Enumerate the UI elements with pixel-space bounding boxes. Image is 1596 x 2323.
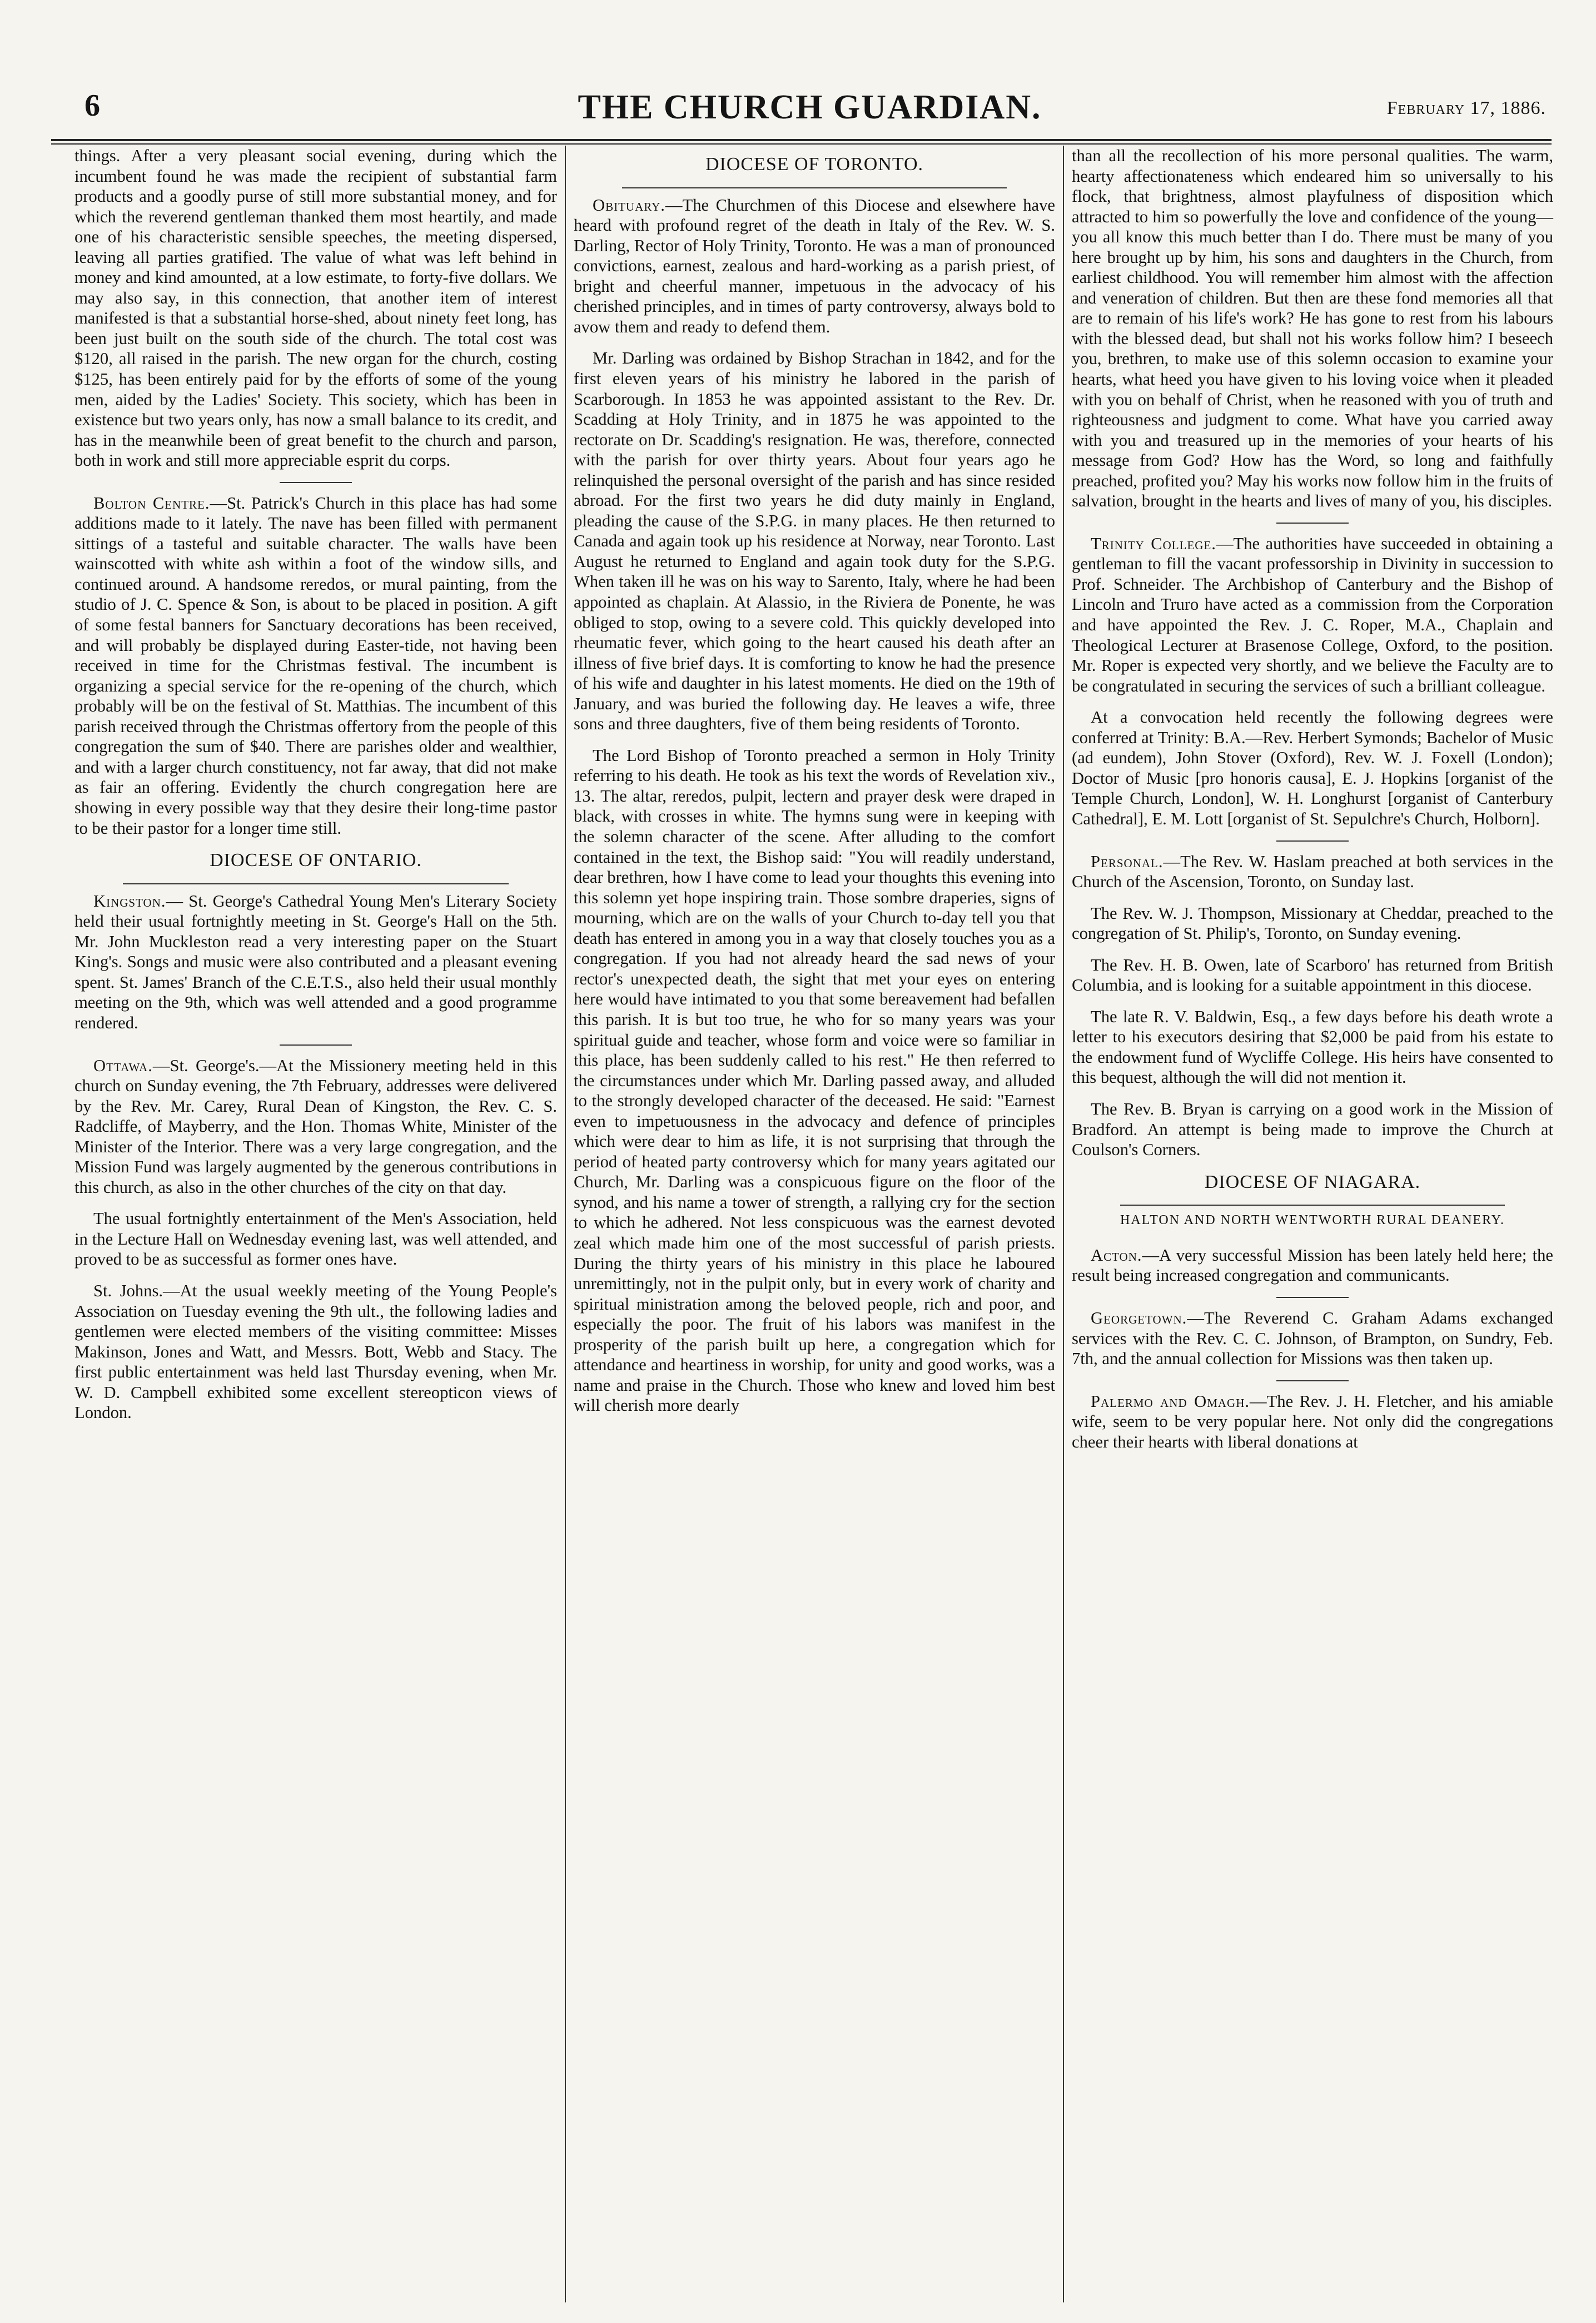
separator <box>280 482 352 483</box>
article-text: —The Reverend C. Graham Adams exchanged services with the Rev. C. C. Johnson, of Brampton, on Sundry, Feb. 7th, and the annual collection for Missions was then taken up. <box>1072 1309 1553 1369</box>
article-text: — St. George's Cathedral Young Men's Literary Society held their usual fortnightly meeting in St. George's Hall on the 5th. Mr. John Muckleston read a very interesting paper on the Stuart King's. Songs and music were also contributed and a pleasant evening spent. St. James' Branch of the C.E.T.S., also held their usual monthly meeting on the 9th, which was well attended and a good programme rendered. <box>74 891 557 1032</box>
article-paragraph: Mr. Darling was ordained by Bishop Strachan in 1842, and for the first eleven years of his ministry he labored in the parish of Scarborough. In 1853 he was appointed assistant to the Rev. Dr. Scadding at Holy Trinity, and in 1875 he was appointed to the rectorate on Dr. Scadding's resignation. He was, therefore, connected with the parish for over thirty years. About four years ago he relinquished the personal oversight of the parish and has since resided abroad. For the first two years he did duty mainly in England, pleading the cause of the S.P.G. in many places. He then returned to Canada and again took up his residence at Norway, near Toronto. Last August he returned to England and again took duty for the S.P.G. When taken ill he was on his way to Sarento, Italy, where he had been appointed as chaplain. At Alassio, in the Riviera de Ponente, he was obliged to stop, owing to a severe cold. This quickly developed into rheumatic fever, which going to the heart caused his death after an illness of five brief days. It is comforting to know he had the presence of his wife and daughter in his latest moments. He died on the 19th of January, and was buried the following day. He leaves a wife, three sons and three daughters, five of them being residents of Toronto. <box>574 349 1055 734</box>
masthead <box>51 88 1568 138</box>
separator <box>1276 840 1349 842</box>
masthead-rule-thin <box>51 143 1552 145</box>
article-lead: Ottawa. <box>93 1056 153 1075</box>
article-paragraph <box>1072 1245 1553 1286</box>
article-text: —The Rev. J. H. Fletcher, and his amiable wife, seem to be very popular here. Not only did the congregations cheer their hearts with liberal donations at <box>1072 1391 1553 1451</box>
article-paragraph <box>74 891 557 1033</box>
article-paragraph <box>74 1056 557 1198</box>
article-paragraph: The Rev. B. Bryan is carrying on a good work in the Mission of Bradford. An attempt is being made to improve the Church at Coulson's Corners. <box>1072 1099 1553 1160</box>
article-paragraph: At a convocation held recently the following degrees were conferred at Trinity: B.A.—Rev. Herbert Symonds; Bachelor of Music (ad eundem), John Stover (Oxford), Rev. W. J. Foxell (London); Doctor of Music [pro honoris causa], E. J. Hopkins [organist of the Temple Church, London], W. H. Longhurst [organist of Canterbury Cathedral], E. M. Lott [organist of St. Sepulchre's Church, Holborn]. <box>1072 708 1553 828</box>
article-text: —The authorities have succeeded in obtaining a gentleman to fill the vacant professorship in Divinity in succession to Prof. Schneider. The Archbishop of Canterbury and the Bishop of Lincoln and Truro have acted as a commission from the Corporation and have appointed the Rev. J. C. Roper, M.A., Chaplain and Theological Lecturer at Brasenose College, Oxford, to the position. Mr. Roper is expected very shortly, and we believe the Faculty are to be congratulated in securing the services of such a brilliant colleague. <box>1072 534 1553 695</box>
deanery-subheading: HALTON AND NORTH WENTWORTH RURAL DEANERY. <box>1120 1213 1505 1228</box>
article-text: —St. Patrick's Church in this place has had some additions made to it lately. The nave has been filled with permanent sittings of a tasteful and suitable character. The walls have been wainscotted with white ash within a foot of the window sills, and continued around. A handsome reredos, or mural painting, from the studio of J. C. Spence & Son, is about to be placed in position. A gift of some festal banners for Sanctuary decorations has been received, and will probably be displayed during Easter-tide, not having been received in time for the Christmas festival. The incumbent is organizing a special service for the re-opening of the church, which probably will be on the festival of St. Matthias. The incumbent of this parish received through the Christmas offertory from the people of this congregation the sum of $40. There are parishes older and wealthier, and with a larger church constituency, not far away, that did not make as fair an offering. Evidently the church congregation here are showing in every possible way that they desire their long-time pastor to be their pastor for a longer time still. <box>74 493 557 838</box>
article-text: —The Rev. W. Haslam preached at both services in the Church of the Ascension, Toronto, on Sunday last. <box>1072 852 1553 892</box>
article-lead: Personal. <box>1091 852 1164 871</box>
article-lead: Acton. <box>1091 1245 1142 1265</box>
article-paragraph <box>1072 1391 1553 1453</box>
section-heading-toronto: DIOCESE OF TORONTO. <box>705 154 924 175</box>
separator <box>280 1044 352 1046</box>
page-number: 6 <box>84 88 100 123</box>
heading-rule <box>622 187 1007 188</box>
article-lead: Obituary. <box>593 195 665 215</box>
heading-rule <box>123 883 509 884</box>
article-lead: Kingston. <box>93 891 166 911</box>
article-lead: Trinity College. <box>1091 534 1216 553</box>
article-text: —St. George's.—At the Missionery meeting held in this church on Sunday evening, the 7th February, addresses were delivered by the Rev. Mr. Carey, Rural Dean of Kingston, the Rev. C. S. Radcliffe, of Mayberry, and the Hon. Thomas White, Minister of the Minister of the Interior. There was a very large congregation, and the Mission Fund was largely augmented by the generous contributions in this church, as also in the other churches of the city on that day. <box>74 1056 557 1197</box>
masthead-rule <box>51 139 1552 141</box>
article-text: —A very successful Mission has been lately held here; the result being increased congregation and communicants. <box>1072 1245 1553 1285</box>
separator <box>1276 1297 1349 1298</box>
article-lead: Georgetown. <box>1091 1309 1187 1327</box>
article-paragraph: The Lord Bishop of Toronto preached a sermon in Holy Trinity referring to his death. He took as his text the words of Revelation xiv., 13. The altar, reredos, pulpit, lectern and prayer desk were draped in black, with crosses in white. The hymns sung were in keeping with the solemn character of the scene. After alluding to the comfort contained in the text, the Bishop said: "You will readily understand, dear brethren, how I have come to lead your thoughts this evening into this solemn yet hope inspiring train. Those sombre draperies, signs of mourning, which are on the walls of your Church to-day tell you that death has entered in among you in a way that closely touches you as a congregation. If you had not already heard the sad news of your rector's unexpected death, the sight that met your eyes on entering here would have intimated to you that some bereavement had befallen this parish. It is but too true, he who for so many years was your spiritual guide and teacher, whose form and voice were so familiar in this place, has been suddenly called to his rest." He then referred to the circumstances under which Mr. Darling passed away, and alluded to the strongly developed character of the deceased. He said: "Earnest even to impetuousness in the advocacy and defence of principles which were dear to him as life, it is not surprising that through the period of heated party controversy which for many years agitated our Church, Mr. Darling was a conspicuous figure on the floor of the synod, and his name a tower of strength, a rallying cry for the section to which he adhered. Not less conspicuous was the earnest devoted zeal which made him one of the most successful of parish priests. During the thirty years of his ministry in this place he laboured unremittingly, not in the pulpit only, but in every work of charity and spiritual ministration among the beloved people, rich and poor, and especially the poor. The fruit of his labors was manifest in the prosperity of the parish built up here, a congregation which for attendance and heartiness in worship, for unity and good works, was a name and praise in the Church. Those who knew and loved him best will cherish more dearly <box>574 745 1055 1415</box>
heading-rule <box>1120 1205 1505 1206</box>
article-paragraph: The Rev. W. J. Thompson, Missionary at Cheddar, preached to the congregation of St. Philip's, Toronto, on Sunday evening. <box>1072 903 1553 943</box>
article-paragraph <box>1072 852 1553 892</box>
article-lead: Bolton Centre. <box>93 493 210 513</box>
article-paragraph: The usual fortnightly entertainment of the Men's Association, held in the Lecture Hall on Wednesday evening last, was well attended, and proved to be as successful as former ones have. <box>74 1209 557 1269</box>
article-paragraph <box>1072 534 1553 696</box>
column-3 <box>1063 146 1561 2302</box>
article-paragraph: The late R. V. Baldwin, Esq., a few days before his death wrote a letter to his executors desiring that $2,000 be paid from his estate to the endowment fund of Wycliffe College. His heirs have consented to this bequest, although the will did not mention it. <box>1072 1007 1553 1087</box>
article-paragraph: St. Johns.—At the usual weekly meeting of the Young People's Association on Tuesday evening the 9th ult., the following ladies and gentlemen were elected members of the visiting committee: Misses Makinson, Jones and Watt, and Messrs. Bott, Webb and Stacy. The first public entertainment was held last Thursday evening, when Mr. W. D. Campbell exhibited some excellent stereopticon views of London. <box>74 1281 557 1422</box>
article-paragraph <box>1072 1308 1553 1369</box>
article-paragraph: than all the recollection of his more personal qualities. The warm, hearty affectionateness which endeared him so universally to his flock, that brightness, almost playfulness of disposition which attracted to him so powerfully the love and confidence of the young—you all know this much better than I do. There must be many of you here brought up by him, his sons and daughters in the Church, from earliest childhood. You will remember him almost with the affection and veneration of children. But then are these fond memories all that are to remain of his life's work? He has gone to rest from his labours with the blessed dead, but shall not his works follow him? I beseech you, brethren, to make use of this solemn occasion to examine your hearts, what heed you have given to his loving voice when it pleaded with you on behalf of Christ, when he reasoned with you of truth and righteousness and judgment to come. What have you carried away with you and treasured up in the memories of your hearts of his message from God? How has the Word, so long and faithfully preached, profited you? May his works now follow him in the fruits of salvation, brought in the hearts and lives of many of you, his disciples. <box>1072 146 1553 511</box>
article-paragraph <box>74 493 557 838</box>
article-text: —The Churchmen of this Diocese and elsewhere have heard with profound regret of the death in Italy of the Rev. W. S. Darling, Rector of Holy Trinity, Toronto. He was a man of pronounced convictions, earnest, zealous and hard-working as a parish priest, of bright and cheerful manner, impetuous in the advocacy of his cherished principles, and in times of party controversy, always bold to avow them and ready to defend them. <box>574 195 1055 336</box>
article-paragraph: things. After a very pleasant social evening, during which the incumbent found he was made the recipient of substantial farm products and a goodly purse of still more substantial money, and for which the reverend gentleman thanked them most heartily, and made one of his characteristic sensible speeches, the meeting dispersed, leaving all parties gratified. The value of what was left behind in money and kind amounted, at a low estimate, to forty-five dollars. We may also say, in this connection, that another item of interest manifested is that a substantial horse-shed, about ninety feet long, has been just built on the south side of the church. The total cost was $120, all raised in the parish. The new organ for the church, costing $125, has been entirely paid for by the efforts of some of the young men, aided by the Ladies' Society. This society, which has been in existence but two years only, has now a small balance to its credit, and has in the meanwhile been of great benefit to the church and parson, both in work and still more appreciable esprit du corps. <box>74 146 557 470</box>
newspaper-title: THE CHURCH GUARDIAN. <box>578 88 1042 126</box>
section-heading-niagara: DIOCESE OF NIAGARA. <box>1204 1171 1421 1192</box>
article-paragraph: The Rev. H. B. Owen, late of Scarboro' has returned from British Columbia, and is looking for a suitable appointment in this diocese. <box>1072 955 1553 995</box>
column-2 <box>565 146 1063 2302</box>
columns <box>67 146 1562 2302</box>
separator <box>1276 523 1349 524</box>
separator <box>1276 1380 1349 1381</box>
article-lead: Palermo and Omagh. <box>1091 1391 1250 1411</box>
column-1 <box>67 146 565 2302</box>
article-paragraph <box>574 195 1055 337</box>
issue-date: February 17, 1886. <box>1386 98 1546 118</box>
section-heading-ontario: DIOCESE OF ONTARIO. <box>210 850 422 871</box>
